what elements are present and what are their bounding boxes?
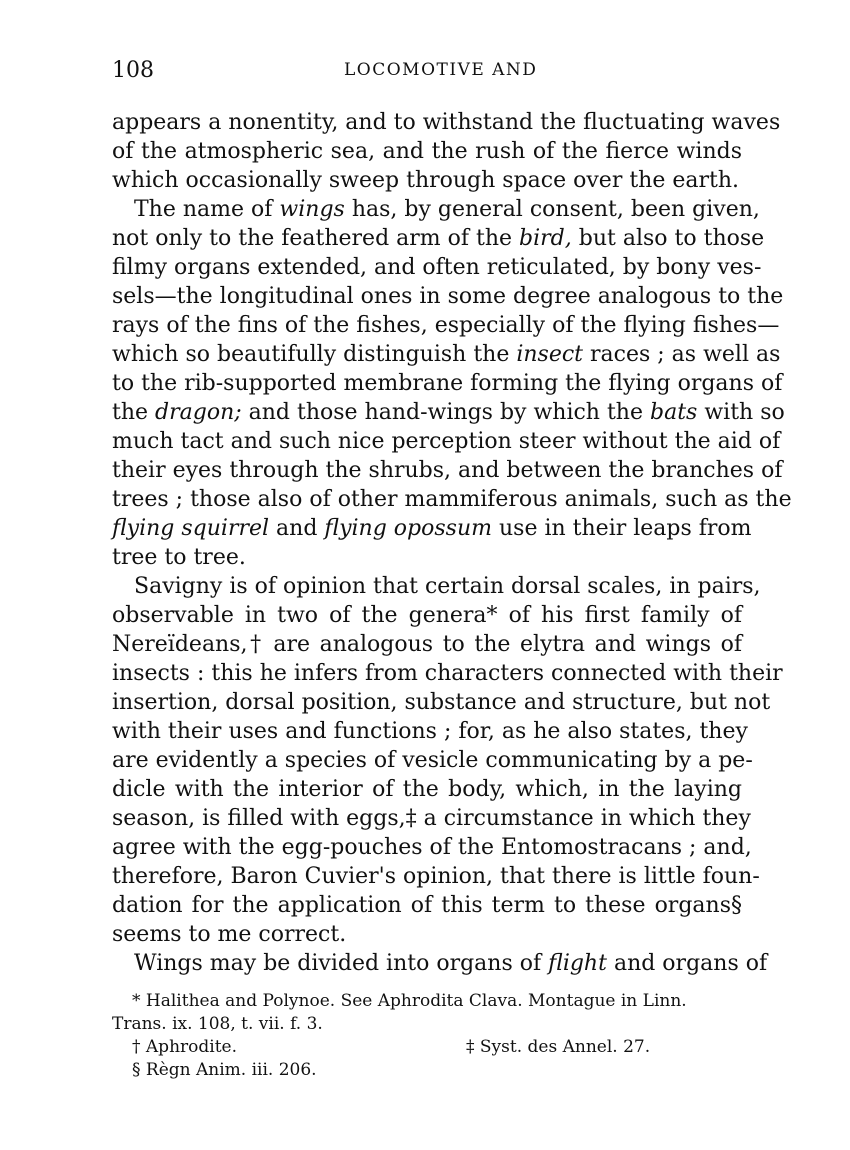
- text-line: Savigny is of opinion that certain dorsal scales, in pairs,: [134, 574, 761, 599]
- text-line: agree with the egg-pouches of the Entomostracans ; and,: [112, 835, 752, 860]
- text-line: of the atmospheric sea, and the rush of the fierce winds: [112, 139, 742, 164]
- running-head: LOCOMOTIVE AND: [344, 60, 538, 80]
- text-line: with their uses and functions ; for, as he also states, they: [112, 719, 748, 744]
- footnotes: [112, 990, 742, 1082]
- text-line: dation for the application of this term to these organs§: [112, 893, 742, 918]
- body-text: [112, 108, 792, 978]
- text-line: their eyes through the shrubs, and between the branches of: [112, 458, 783, 483]
- page-header: [112, 58, 742, 92]
- text-line: not only to the feathered arm of the bird, but also to those: [112, 226, 765, 251]
- text-line: sels—the longitudinal ones in some degree analogous to the: [112, 284, 784, 309]
- text-line: appears a nonentity, and to withstand the fluctuating waves: [112, 110, 781, 135]
- text-line: tree to tree.: [112, 545, 246, 570]
- text-line: to the rib-supported membrane forming the flying organs of: [112, 371, 783, 396]
- text-line: which occasionally sweep through space over the earth.: [112, 168, 739, 193]
- text-line: which so beautifully distinguish the insect races ; as well as: [112, 342, 781, 367]
- text-line: observable in two of the genera* of his first family of: [112, 603, 742, 628]
- text-line: therefore, Baron Cuvier's opinion, that there is little foun-: [112, 864, 760, 889]
- text-line: Wings may be divided into organs of flight and organs of: [134, 951, 768, 976]
- text-line: are evidently a species of vesicle communicating by a pe-: [112, 748, 753, 773]
- text-line: trees ; those also of other mammiferous animals, such as the: [112, 487, 792, 512]
- footnote: † Aphrodite.: [132, 1037, 237, 1057]
- text-line: filmy organs extended, and often reticulated, by bony ves-: [112, 255, 762, 280]
- footnote: § Règn Anim. iii. 206.: [132, 1060, 317, 1080]
- footnote-row: [112, 1036, 742, 1059]
- text-line: dicle with the interior of the body, which, in the laying: [112, 777, 742, 802]
- footnote: * Halithea and Polynoe. See Aphrodita Clava. Montague in Linn.: [132, 991, 687, 1011]
- text-line: seems to me correct.: [112, 922, 347, 947]
- footnote: ‡ Syst. des Annel. 27.: [466, 1037, 651, 1057]
- text-line: the dragon; and those hand-wings by which the bats with so: [112, 400, 785, 425]
- text-line: much tact and such nice perception steer without the aid of: [112, 429, 781, 454]
- text-line: insertion, dorsal position, substance and structure, but not: [112, 690, 771, 715]
- text-line: The name of wings has, by general consent, been given,: [134, 197, 760, 222]
- text-line: Nereïdeans,† are analogous to the elytra and wings of: [112, 632, 742, 657]
- page-number: 108: [112, 58, 154, 83]
- text-line: season, is filled with eggs,‡ a circumstance in which they: [112, 806, 751, 831]
- footnote-continuation: Trans. ix. 108, t. vii. f. 3.: [112, 1014, 323, 1034]
- text-line: insects : this he infers from characters connected with their: [112, 661, 783, 686]
- text-line: flying squirrel and flying opossum use in their leaps from: [112, 516, 752, 541]
- text-line: rays of the fins of the fishes, especially of the flying fishes—: [112, 313, 780, 338]
